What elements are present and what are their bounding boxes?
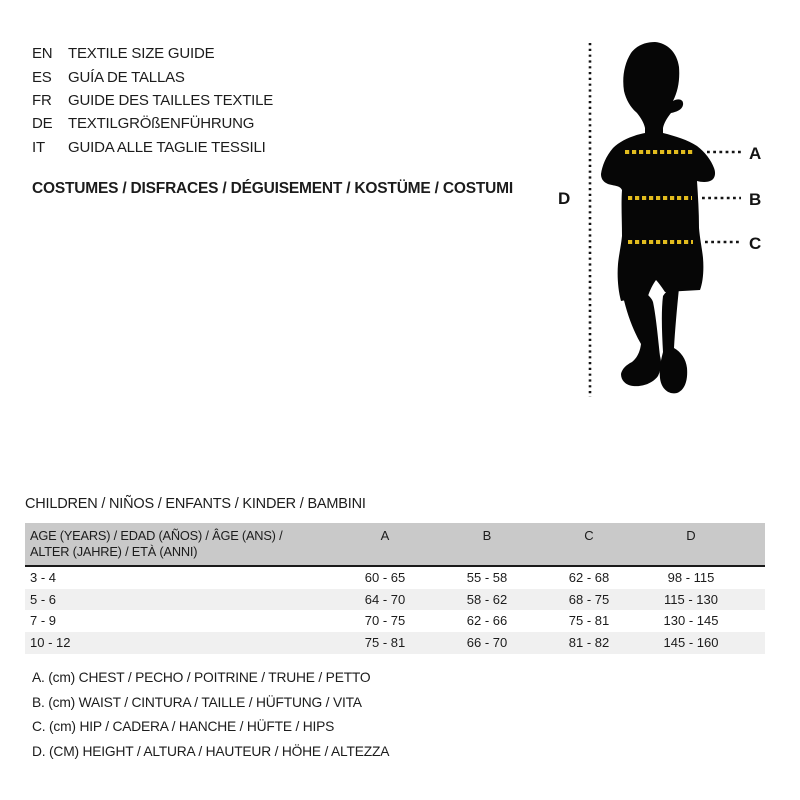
legend-line-chest: A. (cm) CHEST / PECHO / POITRINE / TRUHE / PETTO (32, 670, 371, 685)
value-cell-c: 62 - 68 (568, 570, 610, 585)
measurement-legend (32, 666, 389, 764)
language-row-it (32, 136, 273, 159)
age-cell: 5 - 6 (30, 591, 57, 607)
language-code: DE (32, 115, 53, 133)
measurement-figure (545, 20, 780, 410)
age-cell: 7 - 9 (30, 613, 57, 629)
category-title: COSTUMES / DISFRACES / DÉGUISEMENT / KOSTÜME / COSTUMI (32, 180, 513, 197)
table-row (25, 567, 765, 589)
value-cell-b: 58 - 62 (466, 591, 508, 607)
column-header-b: B (482, 528, 492, 543)
value-cell-b: 62 - 66 (466, 613, 508, 629)
language-title: TEXTILGRÖßENFÜHRUNG (68, 115, 255, 133)
figure-label-waist: B (749, 190, 762, 209)
size-table (25, 523, 765, 654)
language-code: EN (32, 45, 53, 63)
child-silhouette (601, 42, 715, 393)
language-code: IT (32, 138, 45, 156)
table-row (25, 610, 765, 632)
value-cell-a: 64 - 70 (364, 591, 406, 607)
language-title: GUIDE DES TAILLES TEXTILE (68, 91, 274, 109)
table-section-title: CHILDREN / NIÑOS / ENFANTS / KINDER / BAMBINI (25, 496, 366, 512)
legend-line-height: D. (CM) HEIGHT / ALTURA / HAUTEUR / HÖHE / ALTEZZA (32, 743, 390, 759)
value-cell-a: 70 - 75 (364, 613, 406, 629)
child-figure-diagram (545, 20, 780, 410)
table-header-row (25, 523, 765, 567)
column-header-c: C (584, 528, 594, 543)
figure-label-chest: A (749, 144, 762, 163)
language-title-list (32, 42, 273, 159)
table-row (25, 632, 765, 654)
value-cell-d: 130 - 145 (663, 613, 719, 629)
age-column-header (25, 528, 334, 560)
legend-line-waist: B. (cm) WAIST / CINTURA / TAILLE / HÜFTUNG / VITA (32, 694, 362, 710)
age-header-line1: AGE (YEARS) / EDAD (AÑOS) / ÂGE (ANS) / (30, 528, 283, 543)
age-cell: 3 - 4 (30, 570, 57, 585)
value-cell-b: 55 - 58 (466, 570, 508, 585)
table-row (25, 589, 765, 611)
column-header-d: D (686, 528, 696, 543)
language-row-fr (32, 89, 273, 112)
column-header-a: A (380, 528, 390, 543)
language-title: TEXTILE SIZE GUIDE (68, 45, 215, 63)
value-cell-d: 98 - 115 (667, 570, 715, 585)
language-row-en (32, 42, 273, 65)
age-header-line2: ALTER (JAHRE) / ETÀ (ANNI) (30, 544, 198, 559)
value-cell-c: 68 - 75 (568, 591, 610, 607)
value-cell-d: 145 - 160 (663, 635, 719, 651)
language-row-de (32, 112, 273, 135)
value-cell-c: 75 - 81 (568, 613, 610, 629)
language-row-es (32, 65, 273, 88)
legend-line-hip: C. (cm) HIP / CADERA / HANCHE / HÜFTE / HIPS (32, 719, 335, 734)
value-cell-b: 66 - 70 (466, 635, 508, 651)
language-code: FR (32, 91, 52, 109)
age-cell: 10 - 12 (30, 635, 71, 651)
language-title: GUÍA DE TALLAS (68, 68, 185, 86)
language-code: ES (32, 68, 52, 86)
value-cell-d: 115 - 130 (664, 591, 718, 607)
value-cell-c: 81 - 82 (568, 635, 610, 651)
value-cell-a: 60 - 65 (364, 570, 406, 585)
value-cell-a: 75 - 81 (364, 635, 406, 651)
figure-label-hip: C (749, 234, 762, 253)
figure-label-height: D (558, 189, 571, 208)
language-title: GUIDA ALLE TAGLIE TESSILI (68, 138, 266, 156)
